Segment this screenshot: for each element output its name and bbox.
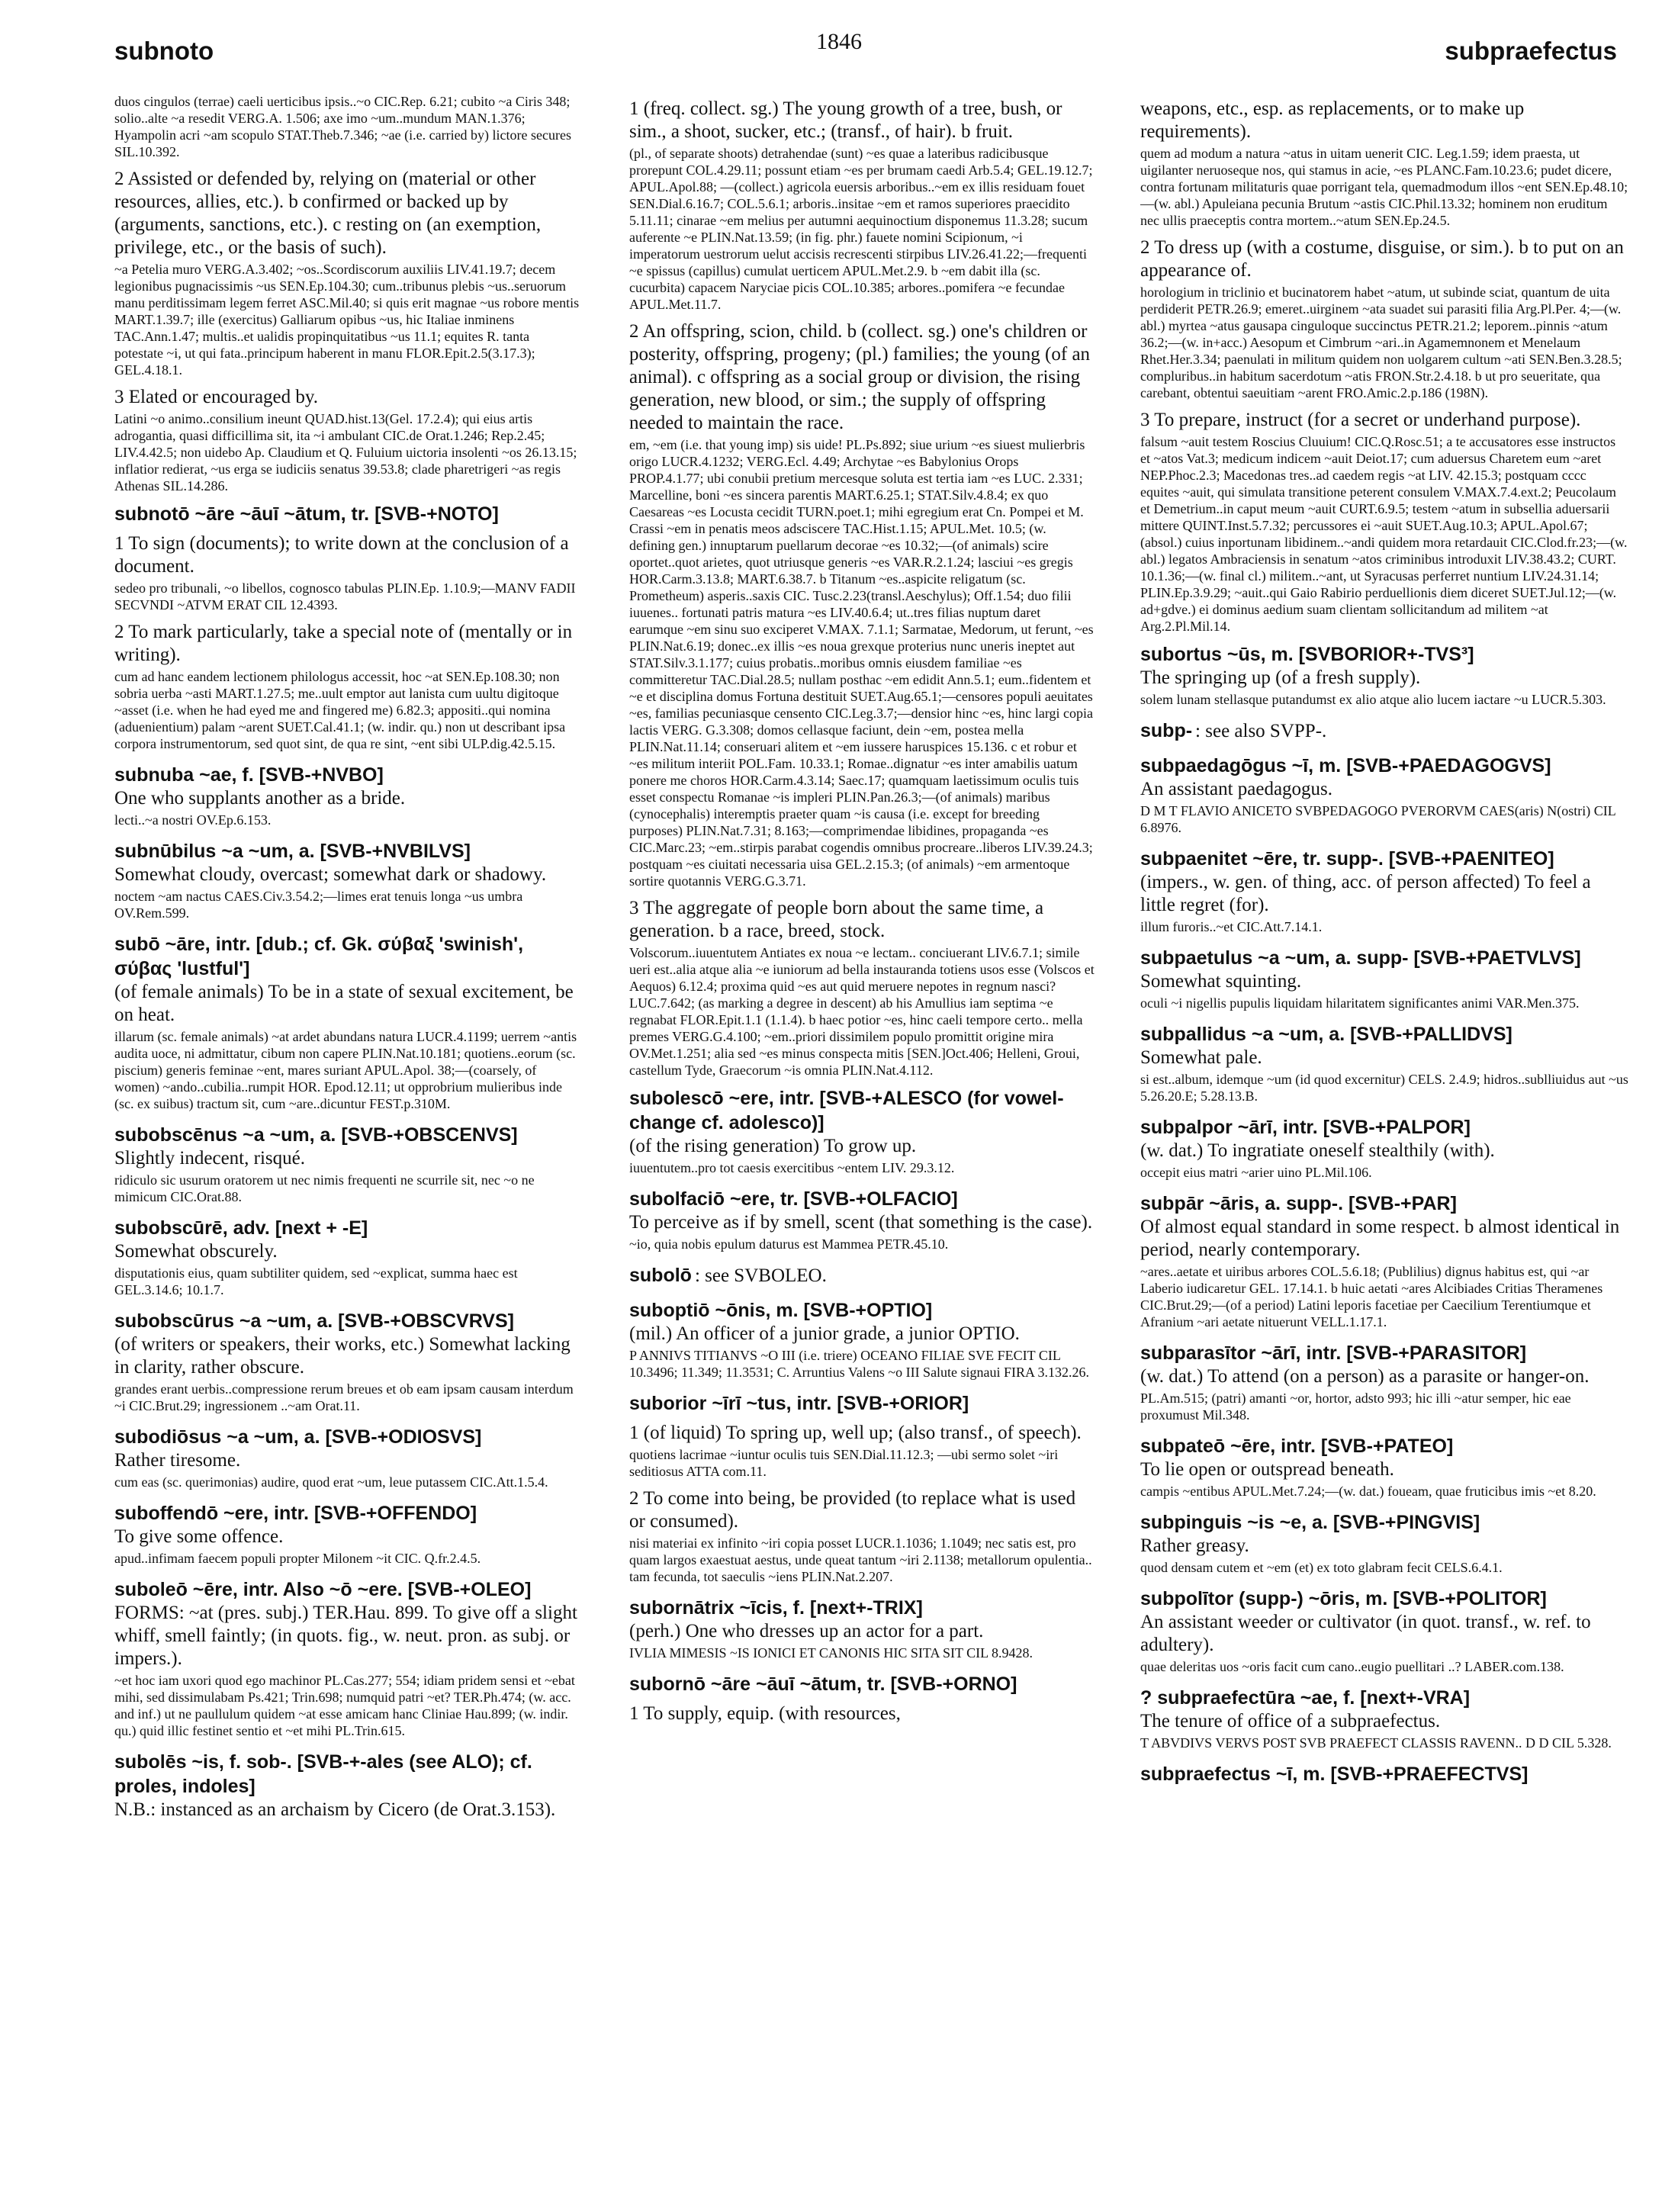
quotation: nisi materiai ex infinito ~iri copia posset LUCR.1.1036; 1.1049; nec satis est, pro quam largos exaestuat aestus, unde queat tantum ~iri 2.1138; metallorum opulentia.. tam fecunda, tot saeculis ~iens PLIN.Nat.2.207. <box>629 1535 1092 1584</box>
quotation: solem lunam stellasque putandumst ex alio atque alio lucem iactare ~u LUCR.5.303. <box>1140 692 1606 707</box>
entry-subpraefectus <box>1140 1762 1628 1786</box>
quotation: duos cingulos (terrae) caeli uerticibus ipsis..~o CIC.Rep. 6.21; cubito ~a Ciris 348; solio..alte ~a resedit VERG.A. 1.506; axe imo ~um..mundum MAN.1.376; Hyampolin acri ~am scopulo STAT.Theb.7.346; ~ae (i.e. carried by) lictore secures SIL.10.392. <box>114 94 572 159</box>
quotation: quem ad modum a natura ~atus in uitam uenerit CIC. Leg.1.59; idem praesta, ut uigilanter neruoseque nos, qui stamus in acie, ~es PLANC.Fam.10.23.6; pudet dicere, contra fortunam militaturis quae porrigant tela, quemadmodum illos ~ent SEN.Ep.48.10;—(w. abl.) Apuleiana pecunia Brutum ~astis CIC.Phil.13.32; hominem non eruditum nec ullis praeceptis contra mortem..~atum SEN.Ep.24.5. <box>1140 146 1628 228</box>
page-header <box>0 23 1678 76</box>
definition: Slightly indecent, risqué. <box>114 1148 305 1169</box>
sense: 3 The aggregate of people born about the same time, a generation. b a race, breed, stock. <box>629 898 1044 941</box>
sense: 1 To supply, equip. (with resources, <box>629 1703 901 1724</box>
headword: subnūbilus ~a ~um, a. [SVB-+NVBILVS] <box>114 841 471 862</box>
entry-suboles <box>114 1750 580 1821</box>
quotation: cum eas (sc. querimonias) audire, quod erat ~um, leue putassem CIC.Att.1.5.4. <box>114 1474 548 1490</box>
definition: Of almost equal standard in some respect. b almost identical in period, nearly contemporary. <box>1140 1217 1620 1260</box>
headword: subpinguis ~is ~e, a. [SVB-+PINGVIS] <box>1140 1512 1480 1533</box>
header-first-headword: subnoto <box>114 37 214 65</box>
entry-subpraefectura <box>1140 1686 1628 1751</box>
headword: subpraefectus ~ī, m. [SVB-+PRAEFECTVS] <box>1140 1763 1529 1785</box>
quotation: occepit eius matri ~arier uino PL.Mil.106. <box>1140 1165 1372 1180</box>
definition: Somewhat obscurely. <box>114 1241 278 1262</box>
sense: 1 (freq. collect. sg.) The young growth of a tree, bush, or sim., a shoot, sucker, etc.; (transf., of hair). b fruit. <box>629 98 1062 142</box>
definition: The springing up (of a fresh supply). <box>1140 667 1421 688</box>
sense: 3 Elated or encouraged by. <box>114 387 319 407</box>
quotation: noctem ~am nactus CAES.Civ.3.54.2;—limes erat tenuis longa ~us umbra OV.Rem.599. <box>114 889 523 921</box>
definition: One who supplants another as a bride. <box>114 788 406 809</box>
headword: subornātrix ~īcis, f. [next+-TRIX] <box>629 1597 923 1619</box>
headword: subortus ~ūs, m. [SVBORIOR+-TVS³] <box>1140 644 1474 665</box>
sense: 2 Assisted or defended by, relying on (material or other resources, allies, etc.). b confirmed or backed up by (arguments, sanctions, etc.). c resting on (an exemption, privilege, etc., or the basis of such). <box>114 169 542 258</box>
headword: subpolītor (supp-) ~ōris, m. [SVB-+POLITOR] <box>1140 1588 1547 1609</box>
quotation: P ANNIVS TITIANVS ~O III (i.e. triere) OCEANO FILIAE SVE FECIT CIL 10.3496; 11.349; 11.3531; C. Arruntius Valens ~o III Salute signaui FIRA 3.132.26. <box>629 1348 1090 1380</box>
headword: subolēs ~is, f. sob-. [SVB-+-ales (see ALO); cf. proles, indoles] <box>114 1751 532 1797</box>
page-number: 1846 <box>816 29 862 54</box>
definition: FORMS: ~at (pres. subj.) TER.Hau. 899. To give off a slight whiff, smell faintly; (in quots. fig., w. neut. pron. as subj. or impers.). <box>114 1603 577 1669</box>
entry-subpolitor <box>1140 1587 1628 1675</box>
entry-subornatrix <box>629 1596 1095 1661</box>
entry-suborior <box>629 1391 1095 1585</box>
definition: An assistant paedagogus. <box>1140 779 1333 799</box>
headword: subō ~āre, intr. [dub.; cf. Gk. σύβαξ 'swinish', σύβας 'lustful'] <box>114 934 524 979</box>
quotation: quotiens lacrimae ~iuntur oculis tuis SEN.Dial.11.12.3; —ubi sermo solet ~iri seditiosus ATTA com.11. <box>629 1447 1059 1479</box>
entry-subnuba <box>114 763 580 828</box>
headword: subpaetulus ~a ~um, a. supp- [SVB-+PAETVLVS] <box>1140 947 1581 969</box>
quotation: (pl., of separate shoots) detrahendae (sunt) ~es quae a lateribus radicibusque prorepunt COL.4.29.11; possunt etiam ~es per brumam caedi Arb.5.4; GEL.19.12.7; APUL.Apol.88; —(collect.) agricola euersis arboribus..~em ex illis residuam fouet SEN.Dial.6.16.7; COL.5.6.1; arboris..insitae ~em et ramos superiores praecidito 5.11.11; cinarae ~em melius per autumni aequinoctium disponemus 11.3.28; sucum auferente ~e PLIN.Nat.13.59; (in fig. phr.) fauete nomini Scipionum, ~i imperatorum uestrorum uelut accisis recrescenti stirpibus LIV.26.41.22;—frequenti ~e spissus (capillus) cumulat uerticem APUL.Met.2.9. b ~em dabit illa (sc. cucurbita) capacem Naryciae picis COL.10.385; arbores..pomifera ~e fecundae APUL.Met.11.7. <box>629 146 1093 312</box>
definition: (w. dat.) To attend (on a person) as a parasite or hanger-on. <box>1140 1366 1590 1387</box>
quotation: disputationis eius, quam subtiliter quidem, sed ~explicat, summa haec est GEL.3.14.6; 10.1.7. <box>114 1265 518 1297</box>
headword: subobscūrē, adv. [next + -E] <box>114 1217 368 1239</box>
definition: Rather tiresome. <box>114 1450 241 1471</box>
definition: Somewhat squinting. <box>1140 971 1302 992</box>
entry-subpaetulus <box>1140 946 1628 1011</box>
quotation: ridiculo sic usurum oratorem ut nec nimis frequenti ne scurrile sit, nec ~o ne mimicum CIC.Orat.88. <box>114 1172 535 1204</box>
headword: suborior ~īrī ~tus, intr. [SVB-+ORIOR] <box>629 1393 969 1414</box>
quotation: ~a Petelia muro VERG.A.3.402; ~os..Scordiscorum auxiliis LIV.41.19.7; decem legionibus pugnacissimis ~us SEN.Ep.104.30; cum..tribunus plebis ~us..seruorum manu perditissimam legem ferret ASC.Mil.40; si quis erit magnae ~us robore mentis MART.1.39.7; ille (exercitus) Galliarum opibus ~us, hic Italiae inminens TAC.Ann.1.47; multis..et ualidis propinquitatibus ~us 11.1; equites R. tanta potestate ~i, ut qui fata..principum haberent in manu FLOR.Epit.2.5(3.17.3); GEL.4.18.1. <box>114 262 580 378</box>
headword: subpallidus ~a ~um, a. [SVB-+PALLIDVS] <box>1140 1024 1512 1045</box>
entry-suboleo <box>114 1577 580 1739</box>
headword: subpār ~āris, a. supp-. [SVB-+PAR] <box>1140 1193 1457 1214</box>
quotation: quod densam cutem et ~em (et) ex toto glabram fecit CELS.6.4.1. <box>1140 1560 1503 1575</box>
quotation: campis ~entibus APUL.Met.7.24;—(w. dat.) foueam, quae fruticibus imis ~et 8.20. <box>1140 1484 1596 1499</box>
sense: weapons, etc., esp. as replacements, or to make up requirements). <box>1140 98 1525 142</box>
quotation: IVLIA MIMESIS ~IS IONICI ET CANONIS HIC SITA SIT CIL 8.9428. <box>629 1645 1033 1661</box>
headword: subobscūrus ~a ~um, a. [SVB-+OBSCVRVS] <box>114 1310 514 1332</box>
entry-suborno <box>629 1672 1095 1725</box>
definition: (of female animals) To be in a state of sexual excitement, be on heat. <box>114 982 574 1025</box>
definition: (perh.) One who dresses up an actor for a part. <box>629 1621 984 1641</box>
quotation: iuuentutem..pro tot caesis exercitibus ~entem LIV. 29.3.12. <box>629 1160 955 1175</box>
sense: 2 To dress up (with a costume, disguise, or sim.). b to put on an appearance of. <box>1140 237 1624 281</box>
entry-subolo <box>629 1263 1095 1288</box>
entry-subo <box>114 932 580 1112</box>
column-2 <box>629 92 1095 2197</box>
cross-reference: : see also SVPP-. <box>1195 721 1327 741</box>
quotation: grandes erant uerbis..compressione rerum breues et ob eam ipsam causam interdum ~i CIC.Brut.29; ingressionem ..~am Orat.11. <box>114 1381 574 1413</box>
definition: To give some offence. <box>114 1526 284 1547</box>
entry-subpalpor <box>1140 1115 1628 1181</box>
definition: Somewhat pale. <box>1140 1047 1262 1068</box>
headword: subornō ~āre ~āuī ~ātum, tr. [SVB-+ORNO] <box>629 1673 1017 1695</box>
entry-subp <box>1140 719 1628 743</box>
entry-subobscurus <box>114 1309 580 1414</box>
sense: 2 To come into being, be provided (to replace what is used or consumed). <box>629 1488 1076 1532</box>
definition: To lie open or outspread beneath. <box>1140 1459 1394 1480</box>
quotation: Latini ~o animo..consilium ineunt QUAD.hist.13(Gel. 17.2.4); qui eius artis adrogantia, quasi difficillima sit, ita ~i ambulant CIC.de Orat.1.246; Rep.2.45; LIV.4.42.5; non uidebo Ap. Claudium et Q. Fuluium uictoria insolenti ~os 26.13.15; inflatior redierat, ~us erga se iudiciis senatus 39.53.8; clade pharetrigeri ~as regis Athenas SIL.14.286. <box>114 411 577 494</box>
quotation: em, ~em (i.e. that young imp) sis uide! PL.Ps.892; siue urium ~es siuest mulierbris origo LUCR.4.1232; VERG.Ecl. 4.49; Archytae ~es Babylonius Orops PROP.4.1.77; ubi conubii pretium mercesque soluta est tertia iam ~es LUC. 2.331; Marcelline, boni ~es sincera parentis MART.6.25.1; STAT.Silv.4.8.4; ex quo Caesareas ~es Locusta cecidit TURN.poet.1; mihi egregium erat Cn. Pompei et M. Crassi ~em in penatis meos adsciscere TAC.Hist.1.15; APUL.Met. 10.5; (w. defining gen.) innuptarum puellarum decorae ~es 10.32;—(of animals) scire oportet..quot arietes, quot utriusque generis ~es VAR.R.2.1.24; lasciui ~es gregis HOR.Carm.3.13.8; MART.6.38.7. b Titanum ~es..aspicite religatum (sc. Prometheum) asperis..saxis CIC. Tusc.2.23(transl.Aeschylus); Off.1.54; duo filii iuuenes.. fortunati patris matura ~es LIV.40.6.4; ut..tres filias nuptum daret earumque ~em sinu suo exciperet V.MAX. 7.1.1; Sarmatae, Medorum, ut ferunt, ~es PLIN.Nat.6.19; donec..ex illis ~es noua grexque proterius nunc uneris ineptet aut STAT.Silv.3.1.177; cuius probatis..moribus omnis eiusdem familiae ~es committeretur TAC.Dial.28.5; nullam posthac ~em edidit Ann.5.1; eum..fidentem et ~e et disciplina domus Fortuna destituit SUET.Aug.65.1;—censores populi aeuitates ~es, familias pecuniasque censento CIC.Leg.3.7;—densior hinc ~es, hinc largi copia lactis VERG. G.3.308; domos cellasque faciunt, dein ~em, postea mella PLIN.Nat.11.14; conseruari alitem et ~em iussere haruspices 15.136. c et robur et ~es militum interiit POL.Fam. 10.33.1; Romae..dignatur ~es inter amabilis uatum ponere me choros HOR.Carm.4.3.14; Saec.17; quamquam laetissimum oculis tuis esset conspectu Romanae ~is impleri PLIN.Pan.26.3;—(of animals) maribus (cynocephalis) interemptis praeter quam ~is causa (i.e. except for breeding purposes) PLIN.Nat.7.31; 8.163;—comprimendae libidines, propaganda ~es CIC.Marc.23; ~em..stirpis parabat cogendis omnibus procreare..liberos LIV.39.24.3; postquam ~es ciuitati necessaria uisa GEL.2.15.3; (of animals) ~em armentoque sortire quotannis VERG.G.3.71. <box>629 437 1094 889</box>
definition: N.B.: instanced as an archaism by Cicero (de Orat.3.153). <box>114 1799 556 1820</box>
quotation: cum ad hanc eandem lectionem philologus accessit, hoc ~at SEN.Ep.108.30; non sobria uerba ~asti MART.1.27.5; me..uult emptor aut lanista cum uultu digitoque ~asset (i.e. when he had eyed me and fingered me) 6.82.3; appositi..qui nomina (aduenientium) palam ~arent SUET.Cal.41.1; (w. indir. qu.) non ut describant ipsa corpora instrumentorum, sed quot sint, de qua re sint, ~ent sibi ULP.dig.42.5.15. <box>114 669 566 751</box>
cross-reference: : see SVBOLEO. <box>694 1265 827 1286</box>
entry-subpaedagogus <box>1140 754 1628 836</box>
quotation: apud..infimam faecem populi propter Milonem ~it CIC. Q.fr.2.4.5. <box>114 1551 481 1566</box>
headword: subp- <box>1140 720 1193 741</box>
headword: suboffendō ~ere, intr. [SVB-+OFFENDO] <box>114 1503 477 1524</box>
entry-subpinguis <box>1140 1510 1628 1576</box>
sense: 1 (of liquid) To spring up, well up; (also transf., of speech). <box>629 1423 1082 1443</box>
quotation: quae deleritas uos ~oris facit cum cano..eugio puellitari ..? LABER.com.138. <box>1140 1659 1564 1674</box>
headword: subnuba ~ae, f. [SVB-+NVBO] <box>114 764 384 786</box>
headword: subnotō ~āre ~āuī ~ātum, tr. [SVB-+NOTO] <box>114 503 499 525</box>
quotation: falsum ~auit testem Roscius Cluuium! CIC.Q.Rosc.51; a te accusatores esse instructos et ~atos Vat.3; medicum indicem ~auit Deiot.17; cum aduersus Charetem eum ~aret NEP.Phoc.2.3; Macedonas tres..ad caedem regis ~at LIV. 42.15.3; postquam cccc equites ~auit, qui simulata transitione peterent consulem V.MAX.7.4.ext.2; Peucolaum et Demetrium..in caput meum ~auit CURT.6.9.5; testem ~atum in subsellia aduersarii mittere QUINT.Inst.5.7.32; percussores ei ~auit SUET.Aug.10.3; APUL.Apol.67; (absol.) cuius inportunam libidinem..~andi quidem mora retardauit CIC.Clod.fr.23;—(w. abl.) legatos Ambraciensis in senatum ~atos criminibus introduxit LIV.38.43.2; CURT. 10.1.36;—(w. final cl.) militem..~ant, ut Syracusas perferret nuntium LIV.24.31.14; PLIN.Ep.3.9.29; ~auit..qui Gaio Rabirio perduellionis diem diceret SUET.Jul.12;—(w. ad+gdve.) ei dominus aedium suam clientam sollicitandum ad militem ~at Arg.2.Pl.Mil.14. <box>1140 434 1628 634</box>
headword: subobscēnus ~a ~um, a. [SVB-+OBSCENVS] <box>114 1124 518 1146</box>
headword: subpateō ~ēre, intr. [SVB-+PATEO] <box>1140 1436 1454 1457</box>
sense: 2 To mark particularly, take a special note of (mentally or in writing). <box>114 622 573 665</box>
entry-subolesco <box>629 1086 1095 1176</box>
column-1 <box>114 92 580 2197</box>
sense: 1 To sign (documents); to write down at the conclusion of a document. <box>114 533 569 577</box>
entry-subpaenitet <box>1140 847 1628 935</box>
definition: An assistant weeder or cultivator (in quot. transf., w. ref. to adultery). <box>1140 1612 1591 1655</box>
entry-subpallidus <box>1140 1022 1628 1104</box>
quotation: D M T FLAVIO ANICETO SVBPEDAGOGO PVERORVM CAES(aris) N(ostri) CIL 6.8976. <box>1140 803 1616 835</box>
quotation: oculi ~i nigellis pupulis liquidam hilaritatem significantes animi VAR.Men.375. <box>1140 995 1580 1011</box>
headword: subolescō ~ere, intr. [SVB-+ALESCO (for vowel-change cf. adolesco)] <box>629 1088 1064 1133</box>
entry-suboffendo <box>114 1501 580 1567</box>
definition: (of the rising generation) To grow up. <box>629 1136 917 1156</box>
entry-subpar <box>1140 1191 1628 1330</box>
definition: (of writers or speakers, their works, etc.) Somewhat lacking in clarity, rather obscure. <box>114 1334 571 1378</box>
quotation: illum furoris..~et CIC.Att.7.14.1. <box>1140 919 1323 934</box>
entry-subobscenus <box>114 1123 580 1205</box>
headword: subolō <box>629 1265 692 1286</box>
definition: (mil.) An officer of a junior grade, a junior OPTIO. <box>629 1323 1020 1344</box>
headword: subpaenitet ~ēre, tr. supp-. [SVB-+PAENITEO] <box>1140 848 1554 870</box>
entry-subortus <box>1140 642 1628 708</box>
definition: (impers., w. gen. of thing, acc. of person affected) To feel a little regret (for). <box>1140 872 1591 915</box>
definition: (w. dat.) To ingratiate oneself stealthily (with). <box>1140 1140 1495 1161</box>
quotation: ~ares..aetate et uiribus arbores COL.5.6.18; (Publilius) dignus habitus est, qui ~ar Laberio iudicaretur GEL. 17.14.1. b huic aetati ~ares Alcibiades Critias Theramenes CIC.Brut.29;—(of a period) Latini leporis facetiae per Caecilium Terentiumque et Afranium ~ari aetate nituerunt VELL.1.17.1. <box>1140 1264 1603 1329</box>
entry-subobscure <box>114 1216 580 1298</box>
entry-subolfacio <box>629 1187 1095 1252</box>
quotation: PL.Am.515; (patri) amanti ~or, hortor, adsto 993; hic illi ~atur semper, hic eae proxumust Mil.348. <box>1140 1391 1571 1423</box>
entry-subparasitor <box>1140 1341 1628 1423</box>
quotation: T ABVDIVS VERVS POST SVB PRAEFECT CLASSIS RAVENN.. D D CIL 5.328. <box>1140 1735 1612 1751</box>
entry-subodiosus <box>114 1425 580 1490</box>
headword: subolfaciō ~ere, tr. [SVB-+OLFACIO] <box>629 1188 958 1210</box>
quotation: lecti..~a nostri OV.Ep.6.153. <box>114 812 272 828</box>
headword: suboleō ~ēre, intr. Also ~ō ~ere. [SVB-+OLEO] <box>114 1579 532 1600</box>
sense: 2 An offspring, scion, child. b (collect. sg.) one's children or posterity, offspring, progeny; (pl.) families; the young (of an animal). c offspring as a social group or division, the rising generation, new blood, or sim.; the supply of offspring needed to maintain the race. <box>629 321 1091 433</box>
entry-suboptio <box>629 1298 1095 1381</box>
quotation: illarum (sc. female animals) ~at ardet abundans natura LUCR.4.1199; uerrem ~antis audita uoce, ni admittatur, cibum non capere PLIN.Nat.10.181; quotiens..eorum (sc. piscium) generis feminae ~ent, mares suriant APUL.Apol. 38;—(coarsely, of women) ~ando..cubilia..rumpit HOR. Epod.12.11; ut opprobrium mulieribus inde (sc. ex suibus) tractum sit, cum ~are..dicuntur FEST.p.310M. <box>114 1029 577 1111</box>
definition: Somewhat cloudy, overcast; somewhat dark or shadowy. <box>114 864 547 885</box>
quotation: sedeo pro tribunali, ~o libellos, cognosco tabulas PLIN.Ep. 1.10.9;—MANV FADII SECVNDI ~ATVM ERAT CIL 12.4393. <box>114 580 576 612</box>
header-last-headword: subpraefectus <box>1445 37 1617 65</box>
entry-subpateo <box>1140 1434 1628 1500</box>
headword: subpalpor ~ārī, intr. [SVB-+PALPOR] <box>1140 1117 1471 1138</box>
entry-subnoto <box>114 502 580 752</box>
entry-subnubilus <box>114 839 580 921</box>
definition: To perceive as if by smell, scent (that something is the case). <box>629 1212 1093 1233</box>
quotation: horologium in triclinio et bucinatorem habet ~atum, ut subinde sciat, quantum de uita perdiderit PETR.26.9; emeret..uirginem ~ata suadet sui parasiti filia Arg.Pl.Per. 4;—(w. abl.) myrtea ~atus gausapa cinguloque succinctus PETR.21.2; leporem..pinnis ~atum 36.2;—(w. in+acc.) Aesopum et Cimbrum ~ari..in Agamemnonem et Menelaum Rhet.Her.3.34; paenulati in militum quidem non uolgarem cultum ~ati SEN.Ben.3.28.5; compluribus..in habitum sacerdotum ~atis FRON.Str.2.4.18. b ut pro seueritate, qua carebant, obtentui saeuitiam ~arent FRO.Amic.2.p.186 (198N). <box>1140 285 1622 400</box>
definition: The tenure of office of a subpraefectus. <box>1140 1711 1441 1731</box>
quotation: si est..album, idemque ~um (id quod excernitur) CELS. 2.4.9; hidros..sublliuidus aut ~us 5.26.20.E; 5.28.13.B. <box>1140 1072 1628 1104</box>
column-3 <box>1140 92 1628 2197</box>
sense: 3 To prepare, instruct (for a secret or underhand purpose). <box>1140 410 1581 430</box>
headword: ? subpraefectūra ~ae, f. [next+-VRA] <box>1140 1687 1471 1709</box>
definition: Rather greasy. <box>1140 1535 1249 1556</box>
quotation: ~io, quia nobis epulum daturus est Mammea PETR.45.10. <box>629 1236 949 1252</box>
headword: subpaedagōgus ~ī, m. [SVB-+PAEDAGOGVS] <box>1140 755 1551 776</box>
quotation: Volscorum..iuuentutem Antiates ex noua ~e lectam.. conciuerant LIV.6.7.1; simile ueri est..alia atque alia ~e iuniorum ad bella instauranda totiens usos esse (Volscos et Aequos) 6.12.4; proxima quid ~es aut quid meruere nepotes in regnum nasci? LUC.7.642; (as marking a degree in descent) ab his Amullius iam septima ~e regnabat FLOR.Epit.1.1 (1.1.4). b haec potior ~es, hinc caeli tempore certo.. mella premes VERG.G.4.100; ~em..priori dissimilem populo promittit origine mira OV.Met.1.251; alia sed ~es minus conspecta mitis [SEN.]Oct.406; Helleni, Groui, castellum Tyde, Graecorum ~is omnia PLIN.Nat.4.112. <box>629 945 1095 1078</box>
quotation: ~et hoc iam uxori quod ego machinor PL.Cas.277; 554; idiam pridem sensi et ~ebat mihi, sed dissimulabam Ps.421; Trin.698; numquid patri ~et? TER.Ph.474; (w. acc. and inf.) ut ne paullulum quidem ~at esse amicam hanc Cliniae Hau.899; (w. indir. qu.) quid illic festinet sentio et ~et mihi PL.Trin.615. <box>114 1673 575 1738</box>
headword: subodiōsus ~a ~um, a. [SVB-+ODIOSVS] <box>114 1426 482 1448</box>
headword: suboptiō ~ōnis, m. [SVB-+OPTIO] <box>629 1300 933 1321</box>
headword: subparasītor ~ārī, intr. [SVB-+PARASITOR] <box>1140 1342 1527 1364</box>
